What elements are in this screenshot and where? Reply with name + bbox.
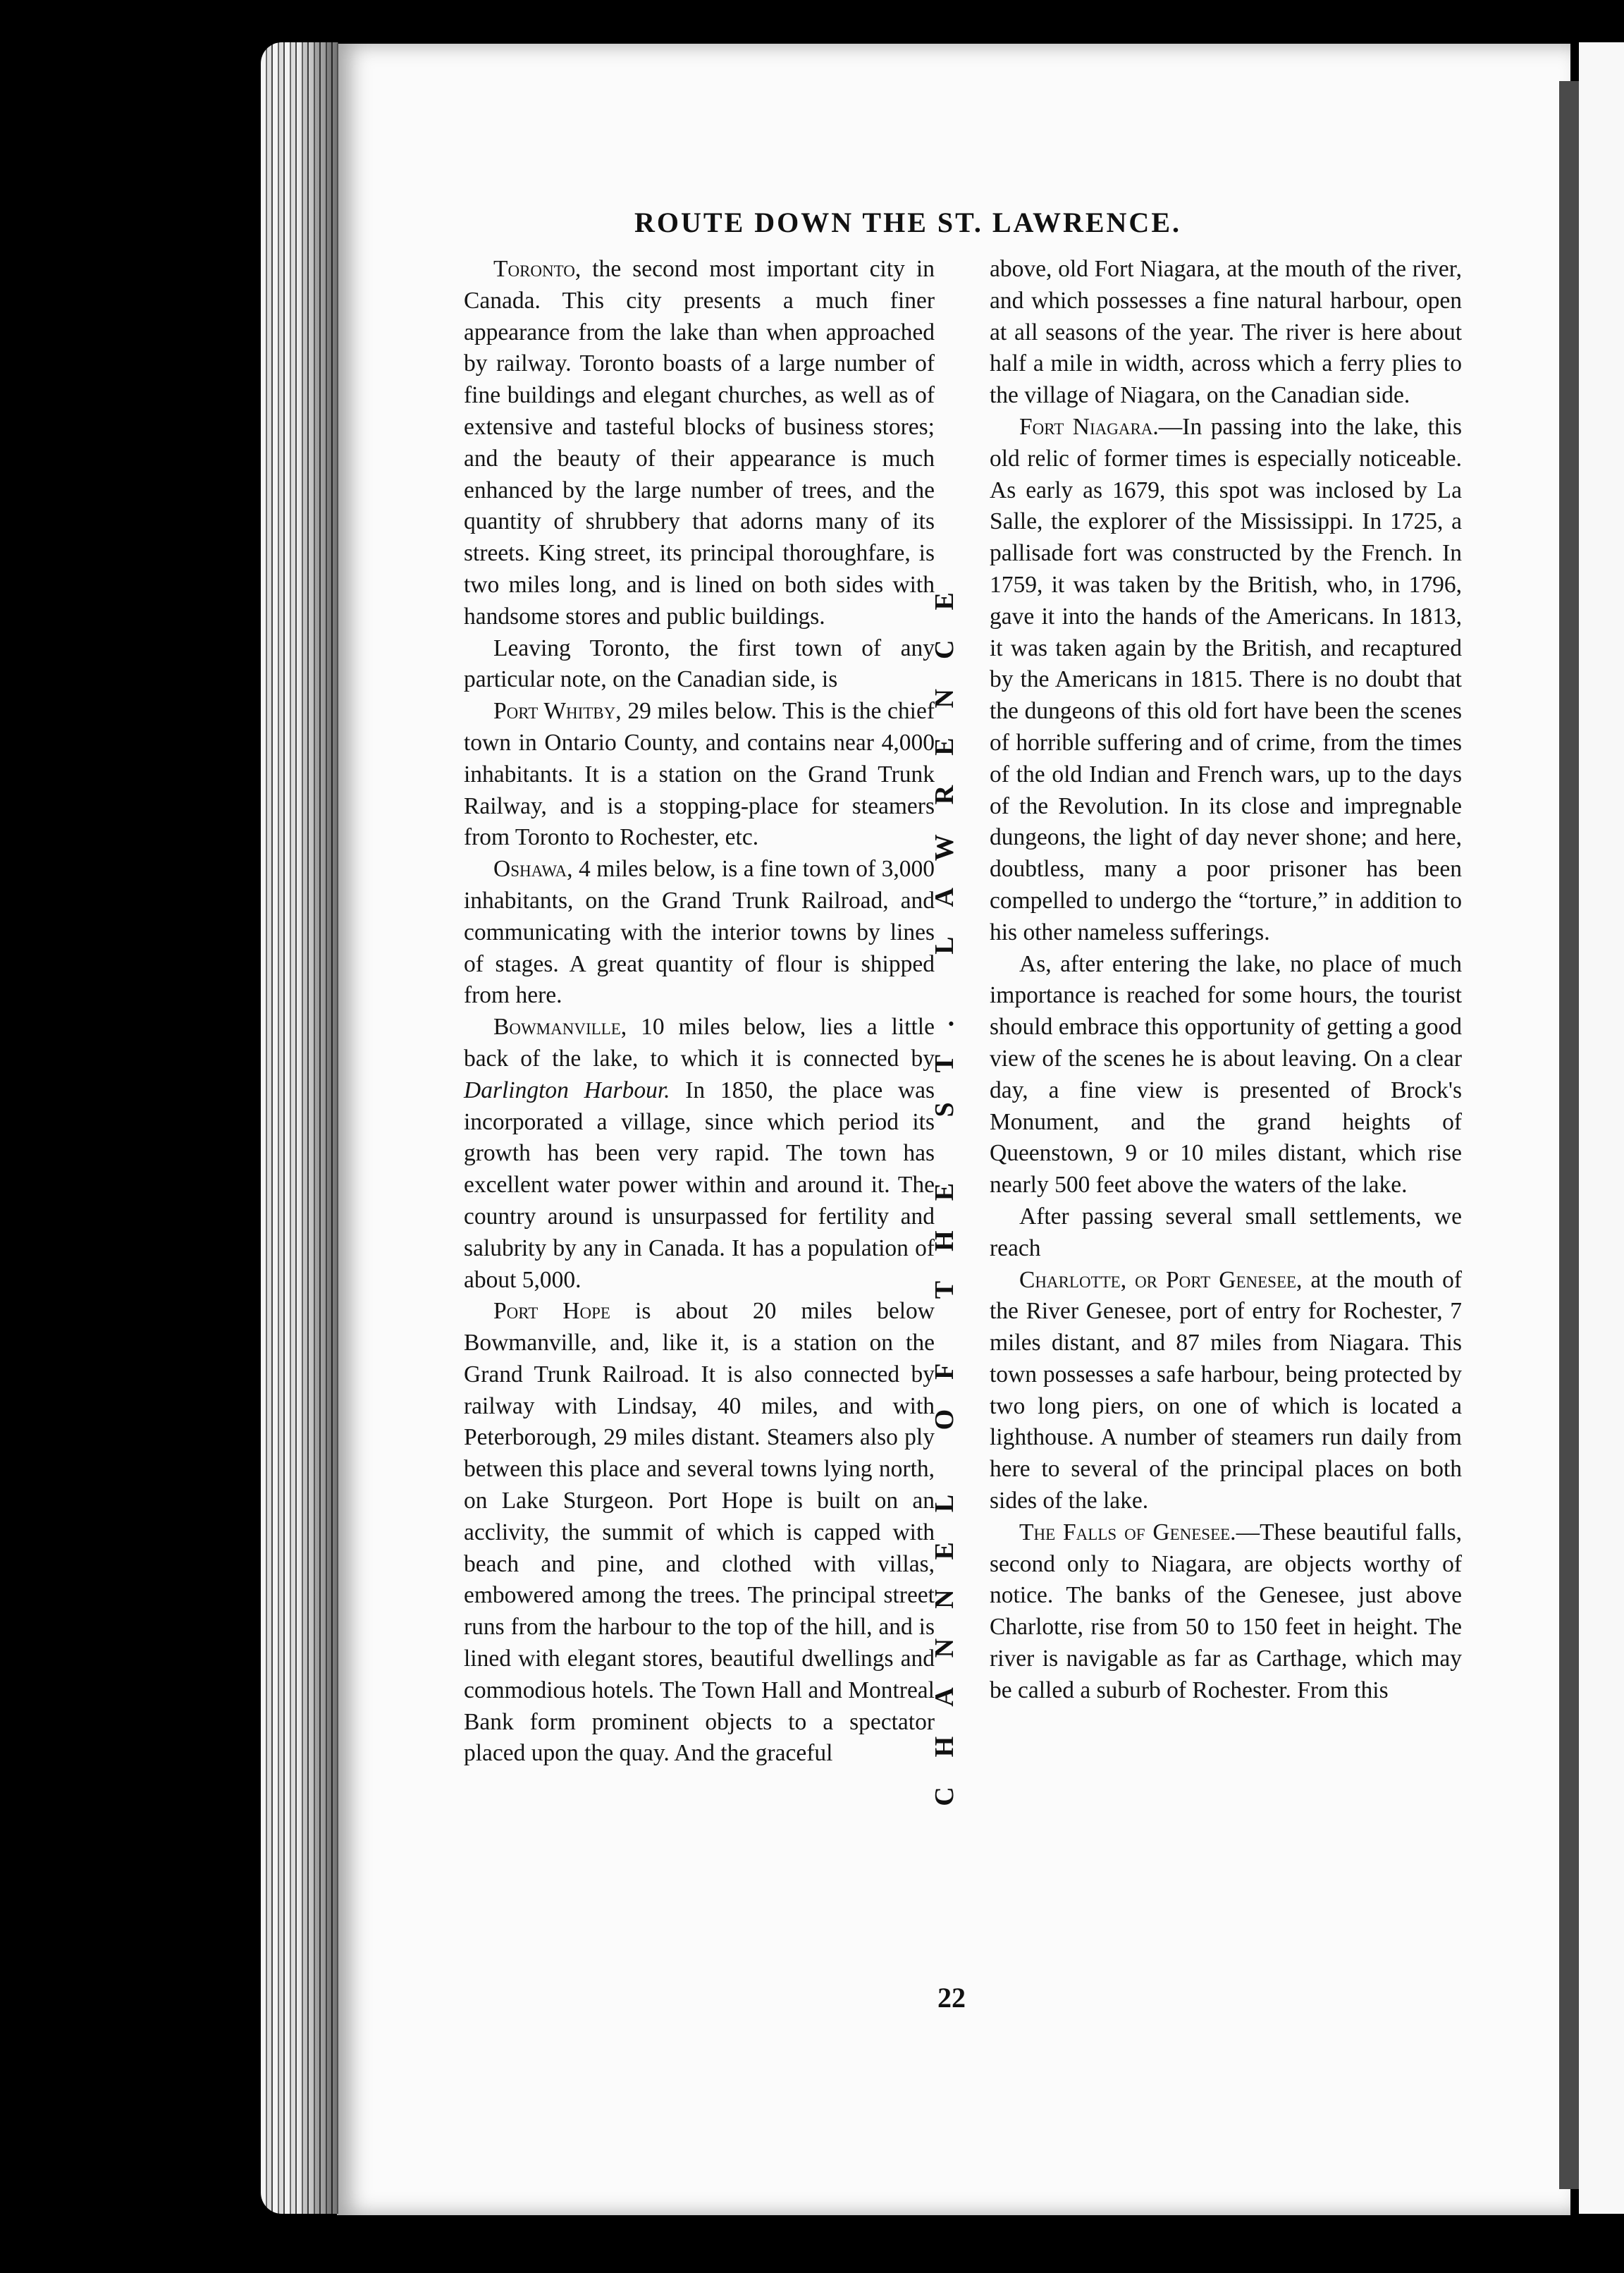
lead-term: Port Hope [493, 1298, 610, 1325]
paragraph-text: Leaving Toronto, the first town of any particular note, on the Canadian side, is [464, 635, 935, 693]
lead-term: The Falls of Genesee. [1019, 1519, 1236, 1545]
vertical-side-title [928, 451, 961, 1918]
paragraph-text: at the mouth of the River Genesee, port of entry for Rochester, 7 miles distant, and 87 miles from Niagara. This town possesses a safe harbour, being protected by two long piers, on one of which is located a lighthouse. A number of steamers run daily from here to several of the principal places on both sides of the lake. [990, 1266, 1462, 1514]
paragraph-text: 29 miles below. This is the chief town in Ontario County, and contains near 4,000 inhabitants. It is a station on the Grand Trunk Railway, and is a stopping-place for steamers from Toronto to Rochester, etc. [464, 698, 935, 851]
paragraph-toronto [464, 254, 935, 633]
paragraph-text: above, old Fort Niagara, at the mouth of the river, and which possesses a fine natural harbour, open at all seasons of the year. The river is here about half a mile in width, across which a ferry plies to the village of Niagara, on the Canadian side. [990, 256, 1462, 409]
paragraph-text: the second most important city in Canada. This city presents a much finer appearance from the lake than when approached by railway. Toronto boasts of a large number of fine buildings and elegant churches, as well as of extensive and tasteful blocks of business stores; and the beauty of their appearance is much enhanced by the large number of trees, and the quantity of shrubbery that adorns many of its streets. King street, its principal thoroughfare, is two miles long, and is lined on both sides with handsome stores and public buildings. [464, 256, 935, 630]
paragraph-text: —In passing into the lake, this old relic of former times is especially noticeable. As early as 1679, this spot was inclosed by La Salle, the explorer of the Mississippi. In 1725, a pallisade fort was constructed by the French. In 1759, it was taken by the British, who, in 1796, gave it into the hands of the Americans. In 1813, it was taken again by the British, and recaptured by the Americans in 1815. There is no doubt that the dungeons of this old fort have been the scenes of horrible suffering and of crime, from the times of the old Indian and French wars, up to the days of the Revolution. In its close and impregnable dungeons, the light of day never shone; and here, doubtless, many a poor prisoner has been compelled to undergo the “torture,” in addition to his other nameless sufferings. [990, 413, 1462, 945]
page-number: 22 [937, 1982, 966, 2014]
paragraph-text: After passing several small settlements, we reach [990, 1203, 1462, 1261]
paragraph-fort-niagara [990, 412, 1462, 949]
paragraph-text: As, after entering the lake, no place of much importance is reached for some hours, the tourist should embrace this opportunity of getting a good view of the scenes he is about leaving. On a clear day, a fine view is presented of Brock's Monument, and the grand heights of Queenstown, 9 or 10 miles distant, which rise nearly 500 feet above the waters of the lake. [990, 950, 1462, 1199]
paragraph-falls-of-genesee [990, 1517, 1462, 1707]
paragraph-oshawa [464, 854, 935, 1012]
paragraph-port-whitby [464, 696, 935, 854]
paragraph-text: 4 miles below, is a fine town of 3,000 inhabitants, on the Grand Trunk Railroad, and communicating with the interior towns by lines of stages. A great quantity of flour is shipped from here. [464, 856, 935, 1009]
paragraph-text: —These beautiful falls, second only to Niagara, are objects worthy of notice. The banks of the Genesee, just above Charlotte, rise from 50 to 150 feet in height. The river is navigable as far as Carthage, which may be called a suburb of Rochester. From this [990, 1519, 1462, 1703]
right-column [990, 254, 1462, 1707]
lead-term: Bowmanville, [493, 1014, 627, 1041]
paragraph-leaving-toronto [464, 633, 935, 697]
paragraph-text: 10 miles below, lies a little back of the lake, to which it is connected by [464, 1014, 935, 1072]
lead-term: Oshawa, [493, 856, 573, 883]
paragraph-continuation [990, 254, 1462, 412]
lead-term: Fort Niagara. [1019, 413, 1159, 440]
paragraph-entering-lake [990, 949, 1462, 1201]
italic-term: Darlington Harbour. [464, 1077, 670, 1103]
side-title-text: CHANNEL OF THE ST. LAWRENCE [930, 563, 960, 1806]
paragraph-text: In 1850, the place was incorporated a village, since which period its growth has been very rapid. The town has excellent water power within and around it. The country around is unsurpassed for fertility and salubrity by any in Canada. It has a population of about 5,000. [464, 1077, 935, 1293]
lead-term: Charlotte, or Port Genesee, [1019, 1266, 1303, 1293]
right-margin-strip [1579, 42, 1624, 2214]
left-column [464, 254, 935, 1770]
paragraph-charlotte [990, 1265, 1462, 1517]
paragraph-settlements [990, 1201, 1462, 1265]
running-head: ROUTE DOWN THE ST. LAWRENCE. [634, 207, 1181, 238]
right-margin-bar [1559, 81, 1579, 2189]
lead-term: Port Whitby, [493, 698, 622, 725]
paragraph-port-hope [464, 1296, 935, 1770]
spine-shadow [296, 42, 338, 2214]
lead-term: Toronto, [493, 256, 582, 282]
paragraph-text: is about 20 miles below Bowmanville, and, like it, is a station on the Grand Trunk Railroad. It is also connected by railway with Lindsay, 40 miles, and with Peterborough, 29 miles distant. Steamers also ply between this place and several towns lying north, on Lake Sturgeon. Port Hope is built on an acclivity, the summit of which is capped with beach and pine, and clothed with villas, embowered among the trees. The principal street runs from the harbour to the top of the hill, and is lined with elegant stores, beautiful dwellings and commodious hotels. The Town Hall and Montreal Bank form prominent objects to a spectator placed upon the quay. And the graceful [464, 1298, 935, 1767]
paragraph-bowmanville [464, 1012, 935, 1296]
